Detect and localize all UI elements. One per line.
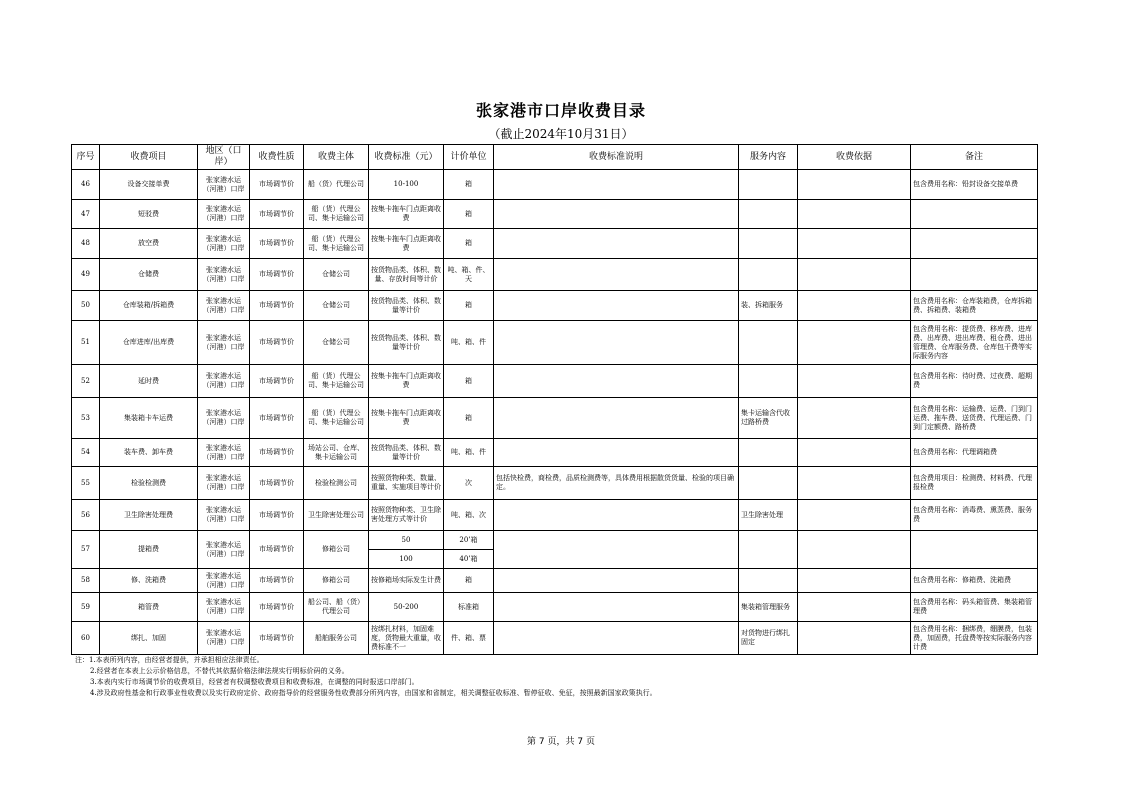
table-row [72,569,1038,593]
table-row [72,291,1038,321]
cell-item: 延时费 [100,365,198,398]
cell-nature: 市场调节价 [250,500,304,531]
footnotes [75,655,1035,699]
cell-item: 放空费 [100,229,198,259]
cell-unit: 吨、箱、件 [444,321,494,365]
cell-unit: 吨、箱、件、天 [444,259,494,291]
cell-remark: 包含费用名称：代理调箱费 [911,439,1038,467]
cell-service [739,439,798,467]
cell-description: 包括快检费，商检费，品质检测费等，具体费用根据散货货量、检验的项目确定。 [494,467,739,500]
cell-entity: 船（货）代理公司、集卡运输公司 [304,365,369,398]
cell-basis [798,200,911,229]
cell-nature: 市场调节价 [250,467,304,500]
cell-entity: 船（货）代理公司 [304,170,369,200]
cell-unit: 箱 [444,170,494,200]
cell-standard: 按修箱场实际发生计费 [369,569,444,593]
cell-no: 51 [72,321,100,365]
cell-no: 59 [72,593,100,622]
cell-nature: 市场调节价 [250,200,304,229]
cell-item: 箱管费 [100,593,198,622]
cell-entity: 修箱公司 [304,531,369,569]
header-nature: 收费性质 [250,145,304,170]
cell-no: 55 [72,467,100,500]
cell-service: 集卡运输含代收过路桥费 [739,398,798,439]
cell-standard: 按照货物种类、卫生除害处理方式等计价 [369,500,444,531]
cell-remark: 包含费用名称：待时费、过夜费、超期费 [911,365,1038,398]
cell-unit: 标准箱 [444,593,494,622]
cell-description [494,259,739,291]
cell-remark [911,229,1038,259]
cell-region: 张家港水运（河港）口岸 [198,291,250,321]
cell-service: 集装箱管理服务 [739,593,798,622]
cell-service [739,200,798,229]
cell-unit: 箱 [444,365,494,398]
header-basis: 收费依据 [798,145,911,170]
cell-region: 张家港水运（河港）口岸 [198,170,250,200]
cell-basis [798,365,911,398]
cell-nature: 市场调节价 [250,593,304,622]
cell-region: 张家港水运（河港）口岸 [198,569,250,593]
cell-region: 张家港水运（河港）口岸 [198,229,250,259]
cell-unit: 吨、箱、次 [444,500,494,531]
cell-service: 对货物进行绑扎固定 [739,622,798,655]
footnote: 注：1.本表所列内容，由经营者提供，并承担相应法律责任。 [75,656,264,664]
footnote: 2.经营者在本表上公示价格信息，不替代其依据价格法律法规实行明标价码的义务。 [90,667,349,675]
cell-description [494,229,739,259]
cell-remark: 包含费用名称：运输费、运费、门到门运费、拖车费、送货费、代理运费、门到门定额费、路桥费 [911,398,1038,439]
cell-basis [798,593,911,622]
cell-no: 53 [72,398,100,439]
cell-nature: 市场调节价 [250,531,304,569]
cell-item: 卫生除害处理费 [100,500,198,531]
cell-entity: 仓储公司 [304,321,369,365]
cell-entity: 船（货）代理公司、集卡运输公司 [304,200,369,229]
header-remark: 备注 [911,145,1038,170]
cell-item: 装车费、卸车费 [100,439,198,467]
cell-no: 52 [72,365,100,398]
table-row [72,622,1038,655]
cell-description [494,593,739,622]
table-row [72,467,1038,500]
cell-entity: 检验检测公司 [304,467,369,500]
cell-standard: 按货物品类、体积、数量等计价 [369,321,444,365]
cell-remark: 包含费用名称：修箱费、洗箱费 [911,569,1038,593]
cell-service [739,531,798,569]
cell-nature: 市场调节价 [250,291,304,321]
cell-region: 张家港水运（河港）口岸 [198,467,250,500]
fee-table [71,144,1038,655]
cell-standard: 100 [369,550,444,569]
cell-remark: 包含费用名称：铅封设备交接单费 [911,170,1038,200]
cell-entity: 场站公司、仓库、集卡运输公司 [304,439,369,467]
table-row [72,200,1038,229]
cell-entity: 船（货）代理公司、集卡运输公司 [304,229,369,259]
table-row [72,531,1038,550]
cell-nature: 市场调节价 [250,569,304,593]
cell-remark: 包含费用名称：码头箱管费、集装箱管理费 [911,593,1038,622]
cell-service [739,365,798,398]
cell-entity: 船公司、船（货）代理公司 [304,593,369,622]
header-no: 序号 [72,145,100,170]
footnote: 4.涉及政府性基金和行政事业性收费以及实行政府定价、政府指导价的经营服务性收费部分所列内容，由国家和省制定，相关调整征收标准、暂停征收、免征，按照最新国家政策执行。 [90,689,657,697]
cell-unit: 次 [444,467,494,500]
header-entity: 收费主体 [304,145,369,170]
cell-no: 60 [72,622,100,655]
cell-basis [798,398,911,439]
footnote: 3.本表内实行市场调节价的收费项目，经营者有权调整收费项目和收费标准，在调整的同时报送口岸部门。 [90,678,419,686]
table-row [72,398,1038,439]
cell-no: 49 [72,259,100,291]
cell-remark: 包含费用名称：提货费、移库费、进库费、出库费、进出库费、租仓费、进出管理费、仓库服务费、仓库包干费等实际服务内容 [911,321,1038,365]
cell-unit: 20’箱 [444,531,494,550]
cell-standard: 按照货物种类、数量、重量、实施项目等计价 [369,467,444,500]
document-title: 张家港市口岸收费目录 [475,101,646,120]
header-service: 服务内容 [739,145,798,170]
header-standard: 收费标准（元） [369,145,444,170]
cell-standard: 按集卡拖车门点距离收费 [369,365,444,398]
cell-item: 提箱费 [100,531,198,569]
table-row [72,259,1038,291]
cell-basis [798,229,911,259]
cell-remark: 包含费用名称：捆绑费，绷膜费，包装费，加固费，托盘费等按实际服务内容计费 [911,622,1038,655]
cell-nature: 市场调节价 [250,365,304,398]
cell-unit: 箱 [444,398,494,439]
cell-unit: 箱 [444,229,494,259]
cell-nature: 市场调节价 [250,170,304,200]
cell-no: 47 [72,200,100,229]
cell-no: 54 [72,439,100,467]
cell-no: 58 [72,569,100,593]
header-unit: 计价单位 [444,145,494,170]
cell-region: 张家港水运（河港）口岸 [198,593,250,622]
cell-basis [798,170,911,200]
cell-basis [798,467,911,500]
table-row [72,229,1038,259]
cell-standard: 按集卡拖车门点距离收费 [369,229,444,259]
cell-unit: 箱 [444,200,494,229]
cell-basis [798,569,911,593]
cell-entity: 船（货）代理公司、集卡运输公司 [304,398,369,439]
cell-item: 检验检测费 [100,467,198,500]
table-header-row [72,145,1038,170]
cell-standard: 50 [369,531,444,550]
cell-region: 张家港水运（河港）口岸 [198,200,250,229]
cell-no: 57 [72,531,100,569]
cell-no: 48 [72,229,100,259]
cell-region: 张家港水运（河港）口岸 [198,500,250,531]
cell-item: 修、洗箱费 [100,569,198,593]
cell-standard: 按货物品类、体积、数量、存放时间等计价 [369,259,444,291]
cell-nature: 市场调节价 [250,622,304,655]
cell-item: 设备交接单费 [100,170,198,200]
cell-item: 短驳费 [100,200,198,229]
cell-unit: 箱 [444,569,494,593]
cell-standard: 按货物品类、体积、数量等计价 [369,291,444,321]
cell-service: 卫生除害处理 [739,500,798,531]
cell-description [494,569,739,593]
cell-item: 绑扎、加固 [100,622,198,655]
cell-no: 56 [72,500,100,531]
cell-description [494,439,739,467]
cell-item: 仓库进库/出库费 [100,321,198,365]
cell-entity: 卫生除害处理公司 [304,500,369,531]
cell-standard: 按货物品类、体积、数量等计价 [369,439,444,467]
cell-unit: 箱 [444,291,494,321]
cell-description [494,200,739,229]
cell-standard: 按集卡拖车门点距离收费 [369,398,444,439]
cell-basis [798,291,911,321]
document-subtitle: （截止2024年10月31日） [488,127,634,141]
header-description: 收费标准说明 [494,145,739,170]
cell-entity: 修箱公司 [304,569,369,593]
cell-entity: 仓储公司 [304,291,369,321]
cell-remark: 包含费用名称：消毒费、熏蒸费、服务费 [911,500,1038,531]
cell-basis [798,321,911,365]
table-row [72,500,1038,531]
cell-region: 张家港水运（河港）口岸 [198,398,250,439]
table-row [72,593,1038,622]
cell-basis [798,622,911,655]
table-row [72,321,1038,365]
table-row [72,365,1038,398]
cell-remark: 包含费用项目：检测费、材料费、代理报检费 [911,467,1038,500]
cell-item: 集装箱卡车运费 [100,398,198,439]
cell-standard: 10-100 [369,170,444,200]
cell-nature: 市场调节价 [250,398,304,439]
cell-no: 46 [72,170,100,200]
cell-region: 张家港水运（河港）口岸 [198,531,250,569]
cell-region: 张家港水运（河港）口岸 [198,259,250,291]
cell-remark [911,259,1038,291]
cell-service: 装、拆箱服务 [739,291,798,321]
cell-basis [798,531,911,569]
cell-basis [798,439,911,467]
cell-region: 张家港水运（河港）口岸 [198,365,250,398]
cell-item: 仓储费 [100,259,198,291]
cell-description [494,170,739,200]
cell-basis [798,500,911,531]
cell-description [494,622,739,655]
cell-standard: 按绑扎材料，加固难度，货物最大重量，收费标准不一 [369,622,444,655]
cell-no: 50 [72,291,100,321]
cell-region: 张家港水运（河港）口岸 [198,439,250,467]
cell-entity: 船舶服务公司 [304,622,369,655]
header-region: 地区（口岸） [198,145,250,170]
cell-remark [911,200,1038,229]
cell-unit: 吨、箱、件 [444,439,494,467]
cell-entity: 仓储公司 [304,259,369,291]
cell-nature: 市场调节价 [250,439,304,467]
cell-remark [911,531,1038,569]
cell-description [494,365,739,398]
cell-unit: 件、箱、票 [444,622,494,655]
cell-service [739,229,798,259]
cell-standard: 50-200 [369,593,444,622]
table-row [72,170,1038,200]
cell-service [739,467,798,500]
table-row [72,439,1038,467]
cell-region: 张家港水运（河港）口岸 [198,622,250,655]
cell-description [494,398,739,439]
cell-remark: 包含费用名称：仓库装箱费，仓库拆箱费、拆箱费、装箱费 [911,291,1038,321]
page-number: 第 7 页，共 7 页 [527,737,595,747]
cell-item: 仓库装箱/拆箱费 [100,291,198,321]
cell-description [494,291,739,321]
cell-service [739,321,798,365]
cell-nature: 市场调节价 [250,229,304,259]
cell-description [494,500,739,531]
cell-service [739,170,798,200]
cell-service [739,259,798,291]
cell-nature: 市场调节价 [250,259,304,291]
header-item: 收费项目 [100,145,198,170]
cell-nature: 市场调节价 [250,321,304,365]
cell-standard: 按集卡拖车门点距离收费 [369,200,444,229]
cell-region: 张家港水运（河港）口岸 [198,321,250,365]
cell-description [494,531,739,569]
cell-unit: 40’箱 [444,550,494,569]
cell-service [739,569,798,593]
cell-basis [798,259,911,291]
cell-description [494,321,739,365]
